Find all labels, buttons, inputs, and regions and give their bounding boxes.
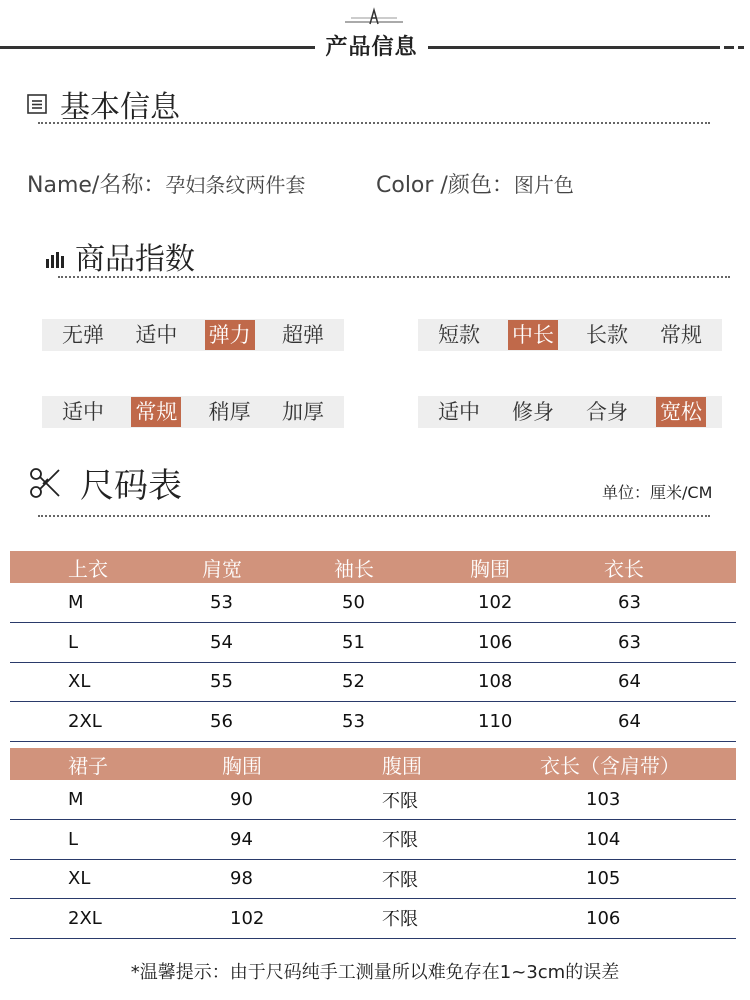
table-header-cell: 衣长（含肩带） [532, 748, 736, 780]
table-row [10, 859, 736, 899]
divider [58, 276, 730, 278]
elasticity-scale [42, 319, 344, 351]
product-name [27, 168, 305, 199]
table-cell: 53 [202, 583, 334, 623]
table-cell: 52 [334, 662, 470, 702]
table-row [10, 702, 736, 742]
table-cell: 不限 [382, 859, 532, 899]
table-cell: 102 [222, 899, 382, 939]
table-cell: M [10, 780, 222, 820]
table-cell: 102 [470, 583, 604, 623]
table-row [10, 780, 736, 820]
index-option-selected: 弹力 [205, 320, 255, 350]
table-cell: M [10, 583, 202, 623]
table-header-cell: 上衣 [10, 551, 202, 583]
index-option: 短款 [438, 323, 480, 347]
table-cell: 105 [532, 859, 736, 899]
table-row [10, 623, 736, 663]
index-option: 修身 [512, 400, 554, 424]
table-cell: 2XL [10, 899, 222, 939]
document-list-icon [26, 93, 48, 115]
table-cell: 50 [334, 583, 470, 623]
table-cell: 不限 [382, 820, 532, 860]
name-label: Name/名称： [27, 173, 166, 198]
table-cell: 104 [532, 820, 736, 860]
index-option: 适中 [135, 323, 178, 347]
banner-dash [738, 46, 744, 49]
banner-line-right [428, 46, 720, 49]
table-header-cell: 胸围 [222, 748, 382, 780]
table-cell: 63 [604, 583, 736, 623]
table-cell: 64 [604, 662, 736, 702]
index-option: 超弹 [281, 323, 324, 347]
product-index-title: 商品指数 [75, 242, 195, 277]
scissors-icon [28, 466, 62, 500]
banner-line-left [0, 46, 315, 49]
divider [38, 515, 710, 517]
bar-chart-icon [45, 250, 65, 268]
table-cell: 106 [470, 623, 604, 663]
banner-title: 产品信息 [325, 35, 418, 60]
measurement-note: *温馨提示：由于尺码纯手工测量所以难免存在1~3cm的误差 [130, 962, 620, 983]
unit-label: 单位：厘米/CM [602, 483, 713, 502]
table-cell: 110 [470, 702, 604, 742]
table-header-row [10, 551, 736, 583]
thickness-scale [42, 396, 344, 428]
basic-info-title: 基本信息 [60, 90, 180, 125]
table-cell: L [10, 623, 202, 663]
index-option: 长款 [586, 323, 628, 347]
fit-scale [418, 396, 722, 428]
table-cell: 55 [202, 662, 334, 702]
index-option-selected: 中长 [508, 320, 558, 350]
table-cell: XL [10, 662, 202, 702]
table-cell: 51 [334, 623, 470, 663]
index-option-selected: 常规 [131, 397, 181, 427]
table-header-cell: 腹围 [382, 748, 532, 780]
size-chart-heading [28, 458, 182, 507]
divider [38, 122, 710, 124]
table-cell: 2XL [10, 702, 202, 742]
table-header-cell: 裙子 [10, 748, 222, 780]
banner-dash [724, 46, 734, 49]
tower-ornament-icon [341, 6, 407, 26]
index-option: 无弹 [62, 323, 104, 347]
index-option: 合身 [586, 400, 628, 424]
table-cell: 90 [222, 780, 382, 820]
table-header-cell: 肩宽 [202, 551, 334, 583]
table-row [10, 662, 736, 702]
table-header-cell: 衣长 [604, 551, 736, 583]
table-row [10, 583, 736, 623]
table-cell: 不限 [382, 780, 532, 820]
table-cell: 103 [532, 780, 736, 820]
color-value: 图片色 [513, 173, 574, 197]
index-option-selected: 宽松 [656, 397, 706, 427]
table-header-cell: 胸围 [470, 551, 604, 583]
size-chart-title: 尺码表 [80, 466, 182, 506]
product-color [376, 168, 574, 199]
table-header-cell: 袖长 [334, 551, 470, 583]
table-cell: 108 [470, 662, 604, 702]
basic-info-heading [26, 82, 180, 126]
table-cell: 106 [532, 899, 736, 939]
table-row [10, 899, 736, 939]
table-cell: 不限 [382, 899, 532, 939]
table-row [10, 820, 736, 860]
table-cell: 63 [604, 623, 736, 663]
index-option: 常规 [660, 323, 702, 347]
product-index-heading [45, 234, 195, 278]
table-cell: 94 [222, 820, 382, 860]
table-cell: 56 [202, 702, 334, 742]
length-scale [418, 319, 722, 351]
index-option: 适中 [438, 400, 480, 424]
table-cell: 54 [202, 623, 334, 663]
skirt-size-table [10, 748, 736, 939]
table-cell: 53 [334, 702, 470, 742]
table-header-row [10, 748, 736, 780]
index-option: 稍厚 [208, 400, 251, 424]
table-cell: 64 [604, 702, 736, 742]
table-cell: 98 [222, 859, 382, 899]
section-banner [0, 0, 750, 62]
top-size-table [10, 551, 736, 742]
color-label: Color /颜色： [376, 173, 514, 198]
table-cell: L [10, 820, 222, 860]
index-option: 适中 [62, 400, 104, 424]
name-value: 孕妇条纹两件套 [165, 173, 306, 197]
index-option: 加厚 [281, 400, 324, 424]
table-cell: XL [10, 859, 222, 899]
